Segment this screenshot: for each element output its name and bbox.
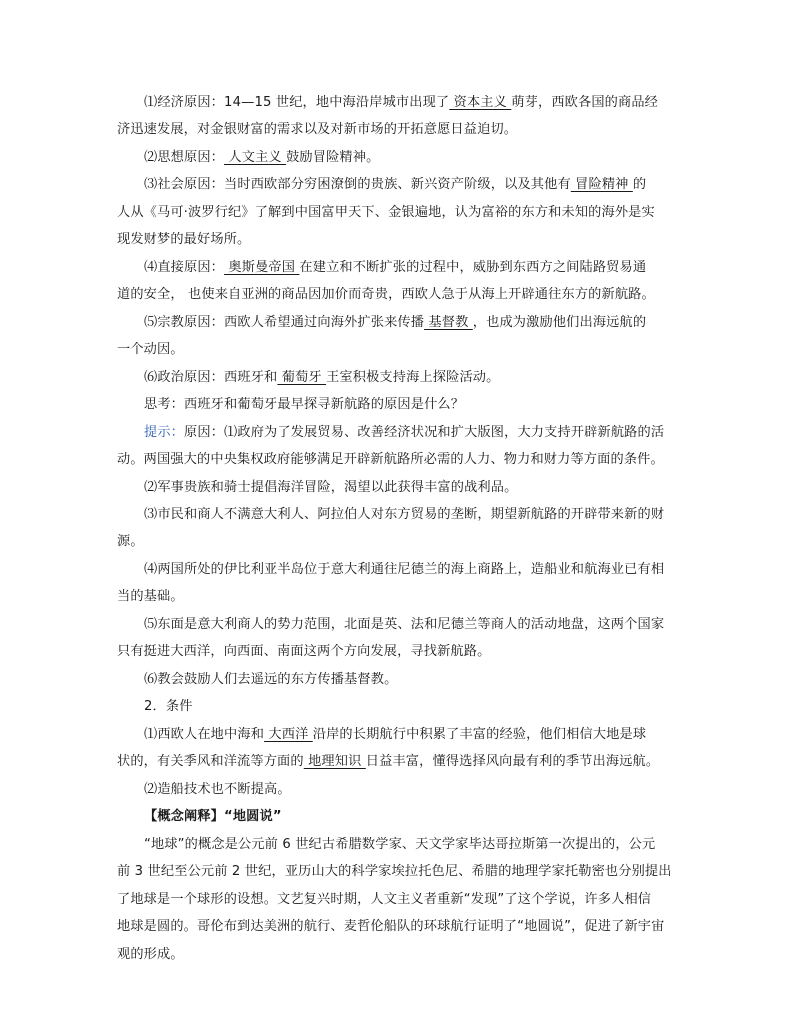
concept-line-2: 前 3 世纪至公元前 2 世纪，亚历山大的科学家埃拉托色尼、希腊的地理学家托勒密也分别提出 [117,864,672,879]
text: ，也成为激励他们出海远航的 [472,315,647,330]
text: 状的，有关季风和洋流等方面的 [117,754,304,769]
religious-reason-line-1 [144,314,646,332]
hint-line-2: 动。两国强大的中央集权政府能够满足开辟新航路所必需的人力、物力和财力等方面的条件。 [117,452,664,467]
ideological-reason [144,149,379,167]
text: 的 [632,177,647,192]
text: ⑸宗教原因：西欧人希望通过向海外扩张来传播 [144,315,425,330]
hint-point-6: ⑹教会鼓励人们去遥远的东方传播基督教。 [144,672,398,687]
condition-1-line-2 [117,753,659,771]
hint-point-3-line-2: 源。 [117,534,144,549]
hint-point-2: ⑵军事贵族和骑士提倡海洋冒险，渴望以此获得丰富的战利品。 [144,480,518,495]
hint-label: 提示： [144,425,185,440]
condition-1-line-1 [144,726,646,744]
text: 王室积极支持海上探险活动。 [326,370,500,385]
social-reason-line-1 [144,176,646,194]
text: 在建立和不断扩张的过程中，威胁到东西方之间陆路贸易通 [299,260,647,275]
blank-answer-ottoman: 奥斯曼帝国 [224,260,300,275]
blank-answer-adventure: 冒险精神 [570,177,633,192]
blank-answer-christianity: 基督教 [424,315,473,330]
hint-point-3-line-1: ⑶市民和商人不满意大利人、阿拉伯人对东方贸易的垄断，期望新航路的开辟带来新的财 [144,507,665,522]
text: 鼓励冒险精神。 [286,150,380,165]
hint-line-1 [144,424,664,442]
hint-point-4-line-1: ⑷两国所处的伊比利亚半岛位于意大利通往尼德兰的海上商路上，造船业和航海业已有相 [144,562,665,577]
text: 萌芽，西欧各国的商品经 [511,95,659,110]
text: ⑶社会原因：当时西欧部分穷困潦倒的贵族、新兴资产阶级，以及其他有 [144,177,571,192]
text: ⑹政治原因：西班牙和 [144,370,278,385]
text: ⑷直接原因： [144,260,225,275]
condition-2: ⑵造船技术也不断提高。 [144,782,291,797]
religious-reason-line-2: 一个动因。 [117,342,184,357]
blank-answer-geography: 地理知识 [303,754,366,769]
text: ⑵思想原因： [144,150,225,165]
blank-answer-capitalism: 资本主义 [449,95,512,110]
blank-answer-portugal: 葡萄牙 [277,370,327,385]
economic-reason-line-1 [144,94,658,112]
hint-point-5-line-2: 只有挺进大西洋，向西面、南面这两个方向发展，寻找新航路。 [117,644,491,659]
concept-title: 【概念阐释】“地圆说” [144,809,282,824]
text: 日益丰富，懂得选择风向最有利的季节出海远航。 [365,754,660,769]
direct-reason-line-2: 道的安全， 也使来自亚洲的商品因加价而奇贵，西欧人急于从海上开辟通往东方的新航路。 [117,287,655,302]
direct-reason-line-1 [144,259,646,277]
text: 沿岸的长期航行中积累了丰富的经验，他们相信大地是球 [312,727,647,742]
concept-line-5: 观的形成。 [117,947,184,962]
concept-line-1: “地球”的概念是公元前 6 世纪古希腊数学家、天文学家毕达哥拉斯第一次提出的，公元 [144,837,656,852]
text: ⑴西欧人在地中海和 [144,727,265,742]
think-question: 思考：西班牙和葡萄牙最早探寻新航路的原因是什么？ [144,397,465,412]
blank-answer-humanism: 人文主义 [224,150,287,165]
concept-line-4: 地球是圆的。哥伦布到达美洲的航行、麦哲伦船队的环球航行证明了“地圆说”，促进了新宇宙 [117,919,665,934]
political-reason [144,369,499,387]
hint-point-5-line-1: ⑸东面是意大利商人的势力范围，北面是英、法和尼德兰等商人的活动地盘，这两个国家 [144,617,665,632]
text: ⑴经济原因：14—15 世纪，地中海沿岸城市出现了 [144,95,450,110]
social-reason-line-2: 人从《马可·波罗行纪》了解到中国富甲天下、金银遍地，认为富裕的东方和未知的海外是实 [117,205,655,220]
economic-reason-line-2: 济迅速发展，对金银财富的需求以及对新市场的开拓意愿日益迫切。 [117,122,518,137]
social-reason-line-3: 现发财梦的最好场所。 [117,232,251,247]
concept-line-3: 了地球是一个球形的设想。文艺复兴时期，人文主义者重新“发现”了这个学说，许多人相信 [117,892,652,907]
hint-point-4-line-2: 当的基础。 [117,589,184,604]
conditions-heading: 2．条件 [144,699,193,714]
blank-answer-atlantic: 大西洋 [264,727,313,742]
text: 原因：⑴政府为了发展贸易、改善经济状况和扩大版图，大力支持开辟新航路的活 [184,425,665,440]
